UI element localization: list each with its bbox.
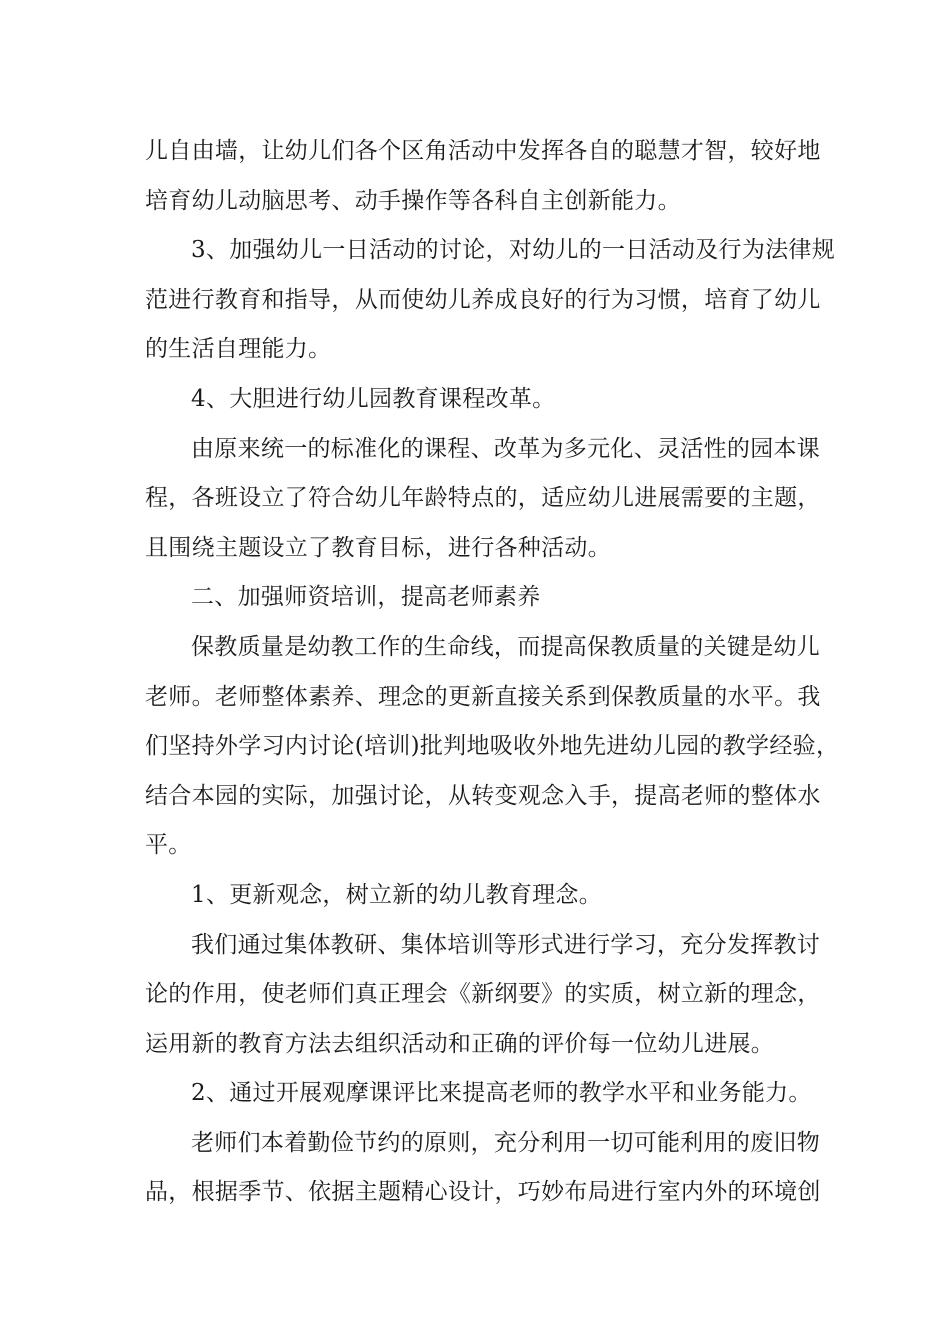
text-line: 由原来统一的标准化的课程、改革为多元化、灵活性的园本课 xyxy=(191,435,821,462)
text-line: 结合本园的实际，加强讨论，从转变观念入手，提高老师的整体水 xyxy=(145,782,821,809)
text-line: 们坚持外学习内讨论(培训)批判地吸收外地先进幼儿园的教学经验， xyxy=(145,733,840,760)
text-line: 程，各班设立了符合幼儿年龄特点的，适应幼儿进展需要的主题， xyxy=(145,485,821,512)
text-line: 3、加强幼儿一日活动的讨论，对幼儿的一日活动及行为法律规 xyxy=(191,237,836,264)
text-line: 的生活自理能力。 xyxy=(145,336,332,363)
text-line: 儿自由墙，让幼儿们各个区角活动中发挥各自的聪慧才智，较好地 xyxy=(145,138,821,164)
text-line: 我们通过集体教研、集体培训等形式进行学习，充分发挥教讨 xyxy=(191,931,821,958)
text-line: 运用新的教育方法去组织活动和正确的评价每一位幼儿进展。 xyxy=(145,1030,775,1057)
text-line: 平。 xyxy=(145,832,192,859)
text-line: 且围绕主题设立了教育目标，进行各种活动。 xyxy=(145,534,611,561)
text-line: 范进行教育和指导，从而使幼儿养成良好的行为习惯，培育了幼儿 xyxy=(145,286,821,313)
text-line: 1、更新观念，树立新的幼儿教育理念。 xyxy=(191,881,603,908)
section-heading: 二、加强师资培训，提高老师素养 xyxy=(191,584,541,611)
text-line: 2、通过开展观摩课评比来提高老师的教学水平和业务能力。 xyxy=(191,1080,812,1107)
text-line: 品，根据季节、依据主题精心设计，巧妙布局进行室内外的环境创 xyxy=(145,1179,821,1206)
text-line: 4、大胆进行幼儿园教育课程改革。 xyxy=(191,385,556,412)
text-line: 老师们本着勤俭节约的原则，充分利用一切可能利用的废旧物 xyxy=(191,1129,821,1156)
text-line: 保教质量是幼教工作的生命线，而提高保教质量的关键是幼儿 xyxy=(191,633,821,660)
text-line: 论的作用，使老师们真正理会《新纲要》的实质，树立新的理念， xyxy=(145,981,821,1008)
text-line: 老师。老师整体素养、理念的更新直接关系到保教质量的水平。我 xyxy=(145,683,821,710)
text-line: 培育幼儿动脑思考、动手操作等各科自主创新能力。 xyxy=(145,187,681,214)
document-body xyxy=(145,127,840,1218)
